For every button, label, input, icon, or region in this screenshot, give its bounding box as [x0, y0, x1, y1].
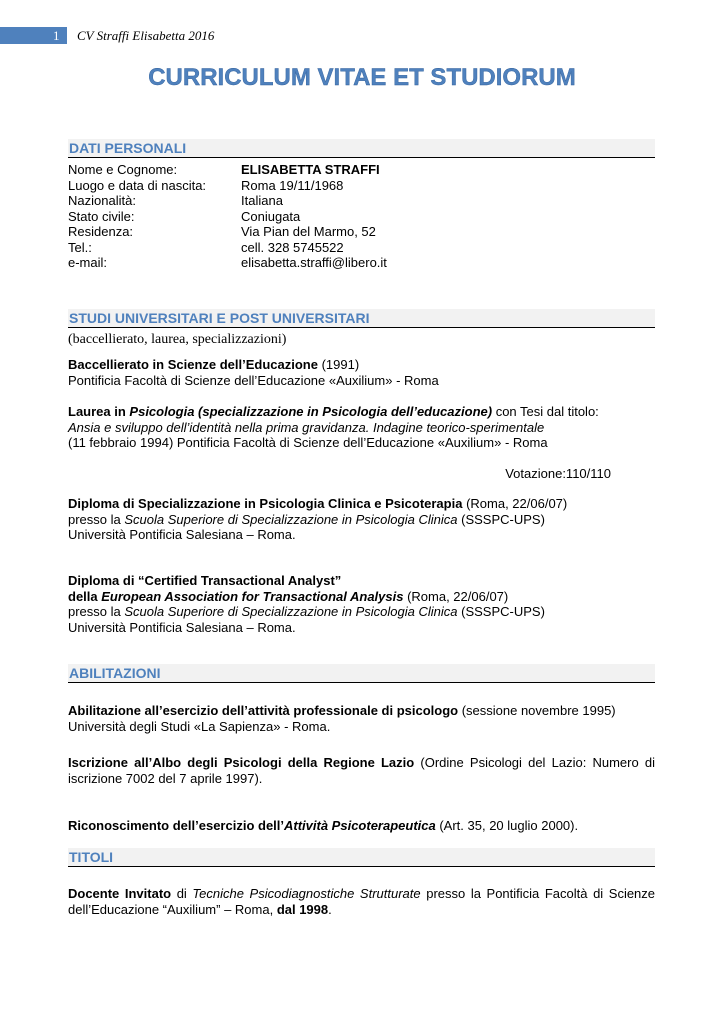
diploma2-university: Università Pontificia Salesiana – Roma. — [68, 619, 296, 635]
section-heading: ABILITAZIONI — [68, 664, 655, 683]
diploma1-line2 — [68, 512, 655, 528]
abilitazione-line1 — [68, 703, 655, 719]
diploma1-school-abbr: (SSSPC-UPS) — [457, 511, 545, 527]
label-nazionalita: Nazionalità: — [68, 193, 136, 208]
value-email[interactable]: elisabetta.straffi@libero.it — [241, 255, 387, 270]
docente-since: dal 1998 — [276, 901, 329, 917]
docente-invitato — [68, 886, 655, 917]
value-nazionalita: Italiana — [241, 193, 283, 208]
diploma2-title: Diploma di “Certified Transactional Analyst” — [68, 573, 342, 588]
section-studi — [68, 309, 655, 328]
running-title: CV Straffi Elisabetta 2016 — [77, 28, 215, 43]
iscrizione-title: Iscrizione all’Albo degli Psicologi della Regione Lazio — [68, 755, 415, 770]
baccellierato-title: Baccellierato in Scienze dell’Educazione — [68, 357, 318, 372]
diploma1-school: Scuola Superiore di Specializzazione in Psicologia Clinica — [124, 511, 458, 527]
section-dati-personali — [68, 139, 655, 158]
baccellierato-year: (1991) — [317, 357, 360, 372]
section-abilitazioni — [68, 664, 655, 683]
abilitazione-detail: (sessione novembre 1995) — [458, 703, 616, 718]
value-tel: cell. 328 5745522 — [241, 239, 344, 255]
label-nascita: Luogo e data di nascita: — [68, 177, 207, 193]
docente-rest: presso la Pontificia Facoltà di Scienze dell’Educazione “Auxilium” – Roma, — [68, 886, 656, 917]
section-heading: TITOLI — [68, 848, 655, 867]
baccellierato-line2: Pontificia Facoltà di Scienze dell’Educazione «Auxilium» - Roma — [68, 372, 439, 388]
laurea-prefix: Laurea in — [68, 404, 130, 419]
diploma2-school: Scuola Superiore di Specializzazione in Psicologia Clinica — [124, 604, 458, 619]
value-nome: ELISABETTA STRAFFI — [241, 162, 380, 177]
diploma1-line1 — [68, 496, 655, 512]
iscrizione-detail: (Ordine Psicologi del Lazio: Numero di iscrizione 7002 del 7 aprile 1997). — [68, 755, 655, 786]
diploma2-line3 — [68, 604, 655, 620]
diploma1-university: Università Pontificia Salesiana – Roma. — [68, 527, 296, 542]
laurea-votazione: Votazione:110/110 — [505, 466, 611, 481]
diploma2-assoc: European Association for Transactional Analysis — [101, 588, 404, 604]
abilitazione-line2: Università degli Studi «La Sapienza» - Roma. — [68, 718, 331, 734]
laurea-line1 — [68, 404, 655, 420]
diploma2-presso: presso la — [68, 604, 125, 619]
value-residenza: Via Pian del Marmo, 52 — [241, 224, 376, 239]
docente-title: Docente Invitato — [68, 886, 172, 901]
value-stato-civile: Coniugata — [241, 208, 301, 224]
diploma1-date: (Roma, 22/06/07) — [462, 496, 568, 511]
studi-subtitle: (baccellierato, laurea, specializzazioni) — [68, 332, 287, 347]
diploma2-della: della — [68, 588, 102, 604]
riconoscimento-title-italic: Attività Psicoterapeutica — [284, 818, 436, 833]
section-heading: STUDI UNIVERSITARI E POST UNIVERSITARI — [68, 309, 655, 328]
riconoscimento-title: Riconoscimento dell’esercizio dell’ — [68, 818, 285, 833]
laurea-line3: (11 febbraio 1994) Pontificia Facoltà di Scienze dell’Educazione «Auxilium» - Roma — [68, 435, 548, 450]
diploma2-school-abbr: (SSSPC-UPS) — [457, 604, 545, 619]
label-email: e-mail: — [68, 255, 108, 270]
riconoscimento — [68, 818, 655, 834]
abilitazione-title: Abilitazione all’esercizio dell’attività professionale di psicologo — [68, 703, 459, 718]
label-residenza: Residenza: — [68, 224, 134, 239]
value-nascita: Roma 19/11/1968 — [241, 177, 344, 193]
page-number: 1 — [53, 28, 60, 43]
section-heading: DATI PERSONALI — [68, 139, 655, 158]
docente-subject: Tecniche Psicodiagnostiche Strutturate — [192, 886, 421, 901]
iscrizione-albo — [68, 755, 655, 786]
section-titoli — [68, 848, 655, 867]
laurea-suffix: con Tesi dal titolo: — [492, 404, 599, 419]
page-title: CURRICULUM VITAE ET STUDIORUM — [148, 64, 576, 91]
diploma1-title: Diploma di Specializzazione in Psicologia Clinica e Psicoterapia — [68, 496, 463, 511]
baccellierato-line1 — [68, 357, 655, 373]
riconoscimento-detail: (Art. 35, 20 luglio 2000). — [435, 818, 579, 833]
laurea-field: Psicologia (specializzazione in Psicologia dell’educazione) — [129, 404, 493, 419]
label-tel: Tel.: — [68, 239, 92, 255]
diploma2-line1 — [68, 573, 655, 589]
diploma2-line2 — [68, 589, 655, 605]
label-stato-civile: Stato civile: — [68, 208, 135, 224]
diploma2-date: (Roma, 22/06/07) — [403, 588, 509, 604]
label-nome: Nome e Cognome: — [68, 162, 178, 177]
laurea-thesis: Ansia e sviluppo dell’identità nella prima gravidanza. Indagine teorico-sperimentale — [68, 419, 545, 435]
docente-di: di — [171, 886, 193, 901]
diploma1-presso: presso la — [68, 511, 125, 527]
docente-end: . — [328, 901, 332, 917]
